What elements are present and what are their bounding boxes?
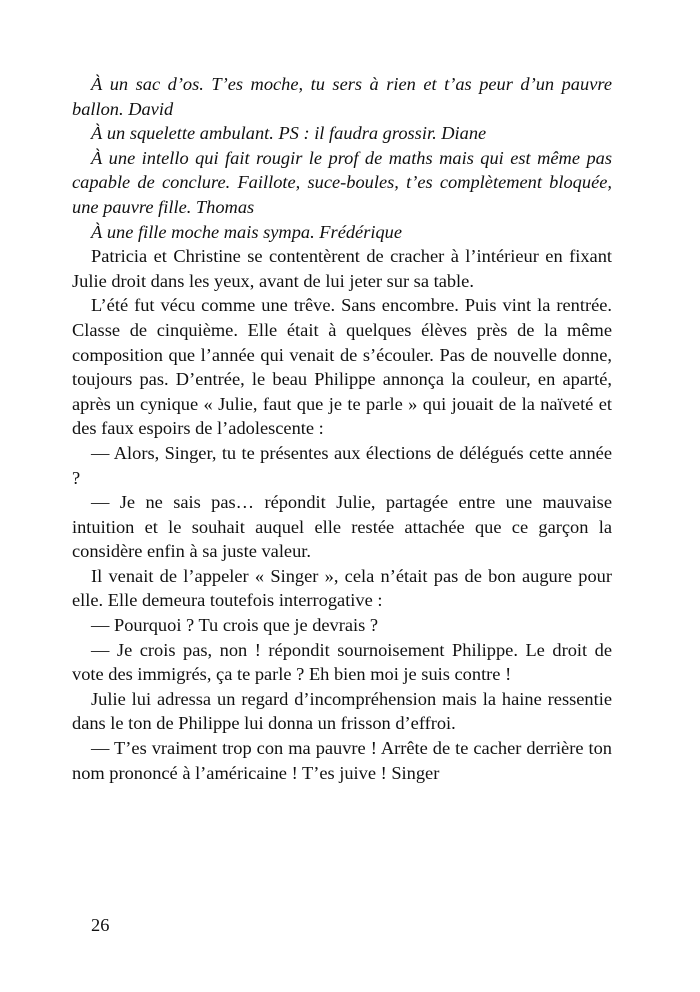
paragraph-8: — Je ne sais pas… répondit Julie, partagée entre une mauvaise intuition et le souhait auquel elle restée attachée que ce garçon la considère enfin à sa juste valeur. bbox=[72, 492, 612, 562]
paragraph-1: À un sac d’os. T’es moche, tu sers à rien et t’as peur d’un pauvre ballon. David bbox=[72, 74, 612, 119]
paragraph-11: — Je crois pas, non ! répondit sournoisement Philippe. Le droit de vote des immigrés, ça te parle ? Eh bien moi je suis contre ! bbox=[72, 639, 612, 685]
paragraph-12: Julie lui adressa un regard d’incompréhension mais la haine ressentie dans le ton de Philippe lui donna un frisson d’effroi. bbox=[72, 688, 612, 734]
page-number: 26 bbox=[91, 915, 110, 935]
paragraph-5: Patricia et Christine se contentèrent de cracher à l’intérieur en fixant Julie droit dans les yeux, avant de lui jeter sur sa table. bbox=[72, 246, 612, 291]
paragraph-3: À une intello qui fait rougir le prof de maths mais qui est même pas capable de conclure. Faillote, suce-boules, t’es complètement bloquée, une pauvre fille. Thomas bbox=[72, 147, 612, 217]
paragraph-4: À une fille moche mais sympa. Frédérique bbox=[91, 221, 403, 242]
paragraph-9: Il venait de l’appeler « Singer », cela n’était pas de bon augure pour elle. Elle demeura toutefois interrogative : bbox=[72, 565, 612, 611]
paragraph-13: — T’es vraiment trop con ma pauvre ! Arrête de te cacher derrière ton nom prononcé à l’américaine ! T’es juive ! Singer bbox=[72, 738, 612, 783]
paragraph-6: L’été fut vécu comme une trêve. Sans encombre. Puis vint la rentrée. Classe de cinquième. Elle était à quelques élèves près de la même composition que l’année qui venait de s’écouler. Pas de nouvelle donne, toujours pas. D’entrée, le beau Philippe annonça la couleur, en aparté, après un cynique « Julie, faut que je te parle » qui jouait de la naïveté et des faux espoirs de l’adolescente : bbox=[72, 295, 612, 439]
page-text-block bbox=[72, 72, 612, 785]
paragraph-10: — Pourquoi ? Tu crois que je devrais ? bbox=[91, 615, 379, 636]
paragraph-7: — Alors, Singer, tu te présentes aux élections de délégués cette année ? bbox=[72, 442, 612, 488]
paragraph-2: À un squelette ambulant. PS : il faudra grossir. Diane bbox=[91, 123, 487, 144]
